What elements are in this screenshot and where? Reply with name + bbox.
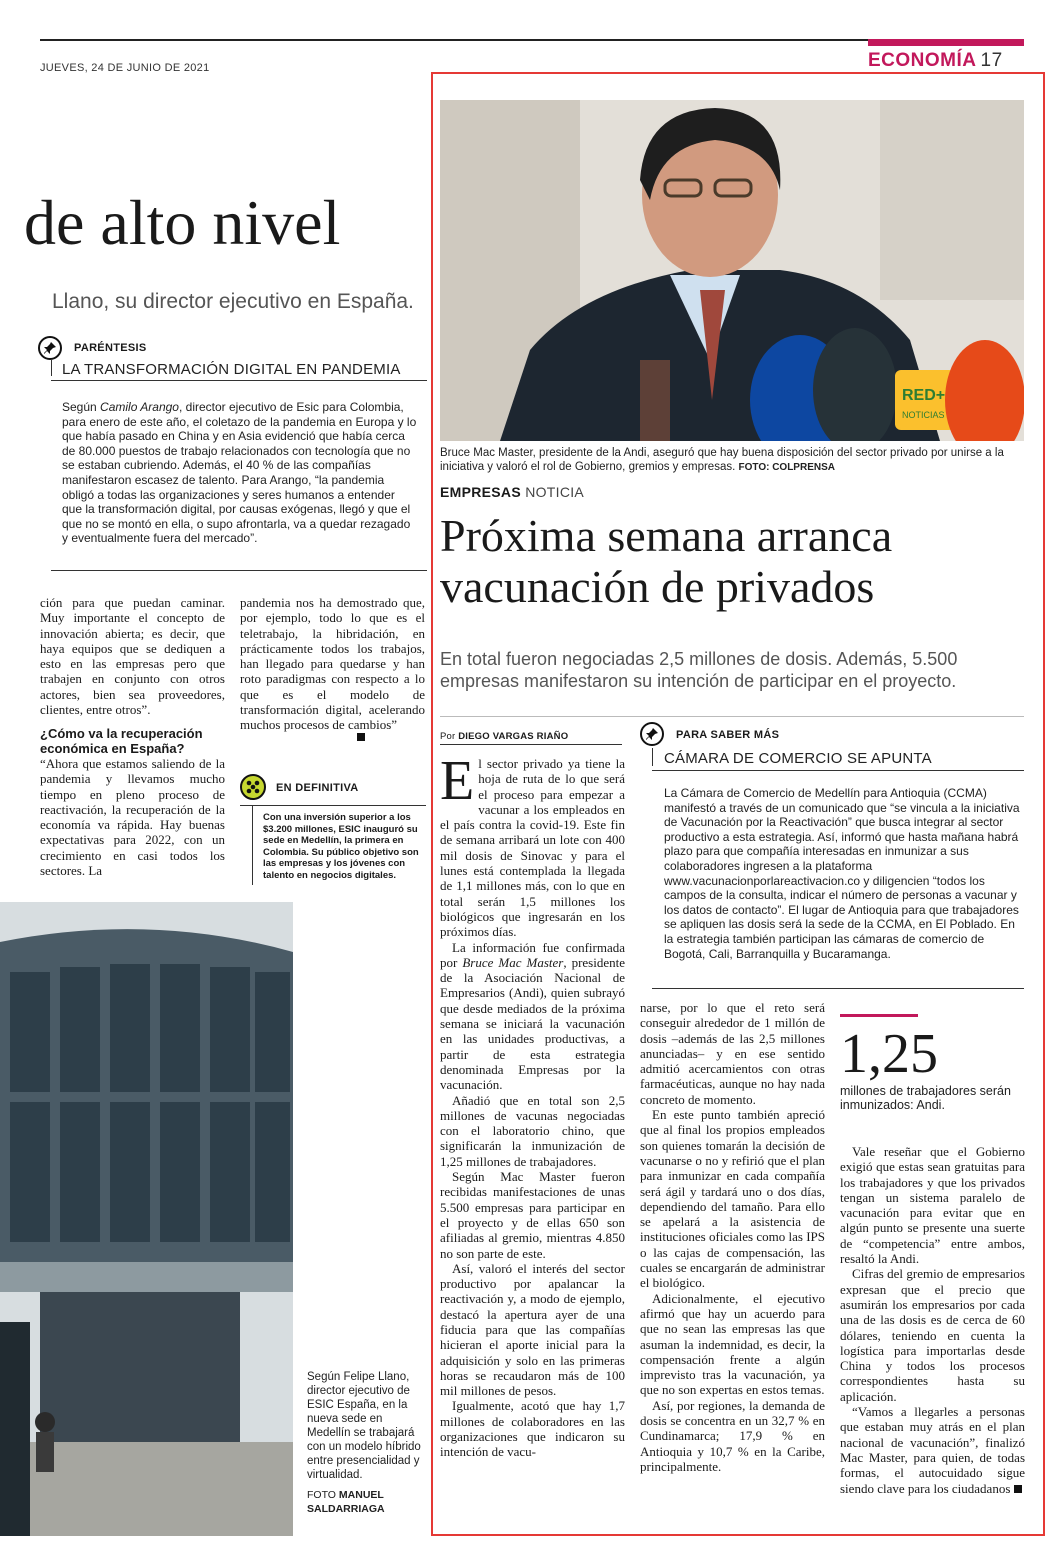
box-side-rule — [252, 805, 253, 885]
building-photo-caption: Según Felipe Llano, director ejecutivo de ESIC España, en la nueva sede en Medellín se trabajará con un modelo híbrido entre presencialidad y virtualidad. — [307, 1371, 421, 1481]
stat-text: millones de trabajadores serán inmunizados: Andi. — [840, 1084, 1011, 1112]
box-tick — [652, 748, 653, 766]
box-tick — [51, 360, 52, 376]
byline-rule — [440, 744, 622, 745]
parentesis-title: LA TRANSFORMACIÓN DIGITAL EN PANDEMIA — [62, 361, 401, 378]
para-saber-title: CÁMARA DE COMERCIO SE APUNTA — [664, 750, 932, 767]
pin-icon — [38, 336, 62, 360]
stat-accent-bar — [840, 1014, 918, 1017]
drop-cap: E — [440, 756, 475, 812]
left-col2-paragraph: pandemia nos ha demostrado que, por ejemplo, todo lo que es el teletrabajo, la hibridación, en prácticamente todos los trabajos, han llegado para quedarse y han roto paradigmas con respecto a lo que es el modelo de transformación digital, acelerando muchos procesos de cambios” — [240, 595, 425, 733]
box-rule — [51, 380, 427, 381]
press-photo-caption: Bruce Mac Master, presidente de la Andi, aseguró que hay buena disposición del sector privado por unirse a la iniciativa y valoró el rol de Gobierno, gremios y empresas. FOTO: COLPRENSA — [440, 447, 1004, 473]
parentesis-label: PARÉNTESIS — [74, 342, 147, 354]
main-col1: El sector privado ya tiene la hoja de ruta de lo que será el proceso para empezar a vacunar a los empleados en el país contra la covid-19. Este fin de semana arribará un lote con 400 mil dosis de Sinovac y para el lunes está contemplada la llegada de 1,1 millones más, con lo que en total serán 1,5 millones los biológicos que ingresarán en los próximos días. La información fue confirmada por Bruce Mac Master, presidente de la Asociación Nacional de Empresarios (Andi), quien subrayó que desde mediados de la próxima semana se iniciará la vacunación en las unidades productivas, a partir de esta estrategia denominada Empresas por la vacunación. Añadió que en total son 2,5 millones de vacunas negociadas con el laboratorio chino, que significarán la inmunización de 1,25 millones de trabajadores. Según Mac Master fueron recibidas manifestaciones de unas 5.500 empresas para participar en el proyecto y de ellas 650 son afiliadas al gremio, mientras 4.850 no son parte de este. Así, valoró el interés del sector productivo por apalancar la reactivación y, a modo de ejemplo, destacó la apertura ayer de una fiducia para que las compañías hicieran el aporte inicial para la adquisición y solo en las primeras horas se recaudaron más de 100 mil millones de pesos. Igualmente, acotó que hay 1,7 millones de colaboradores en las organizaciones que indicaron su intención de vacu- — [440, 756, 625, 1460]
mic-label: NOTICIAS — [902, 410, 945, 420]
parentesis-text: Según Camilo Arango, director ejecutivo de Esic para Colombia, para enero de este año, el coletazo de la pandemia en Europa y lo que había pasado en China y en Asia evidenció que había cerca de 80.000 puestos de trabajo relacionados con tecnología que no se estaban cubriendo. Además, el 40 % de las compañías manifestaron escasez de talento. Para Arango, “la pandemia obligó a todas las organizaciones y seres humanos a entender que la transformación digital, por causas exógenas, llegó y que el que no se montó en ella, o supo afrontarla, va a quedar rezagado y eventualmente fuera del mercado”. — [62, 400, 417, 546]
left-headline-fragment: de alto nivel — [24, 187, 341, 258]
left-col1-answer: “Ahora que estamos saliendo de la pandemia y llevamos mucho tiempo en pleno proceso de reactivación, la recuperación de la economía va rápida. Hay buenas expectativas para 2022, con un crecimiento en casi todos los sectores. La — [40, 756, 225, 879]
box-bottom-rule — [51, 570, 427, 571]
left-col1-question: ¿Cómo va la recuperación económica en España? — [40, 726, 203, 756]
main-deck: En total fueron negociadas 2,5 millones de dosis. Además, 5.500 empresas manifestaron su intención de participar en el proyecto. — [440, 649, 958, 691]
main-col2: narse, por lo que el reto será conseguir alrededor de 1 millón de dosis –además de las 2,5 millones anunciadas– y en ese sentido admitió acercamientos con otras farmacéuticas, aunque no hay nada concreto de momento. En este punto también apreció que al final los propios empleados son quienes tomarán la decisión de vacunarse o no y refirió que el plan para inmunizar en cada compañía será ágil y tardará uno o dos días, dependiendo del tamaño. Para ello se apelará a la asistencia de instituciones oficiales como las IPS o las cajas de compensación, las cuales se encargarán de administrar el biológico. Adicionalmente, el ejecutivo afirmó que hay un acuerdo para que no sean las empresas las que asuman la indemnidad, es decir, la compensación frente a algún imprevisto tras la vacunación, ya que no son expertas en estos temas. Así, por regiones, la demanda de dosis se concentra en un 32,7 % en Cundinamarca; 17,9 % en Antioquia y 10,7 % en la Caribe, principalmente. — [640, 1000, 825, 1474]
box-rule — [652, 770, 1024, 771]
end-mark — [1014, 1485, 1022, 1493]
kicker: EMPRESAS NOTICIA — [440, 484, 585, 500]
issue-date: JUEVES, 24 DE JUNIO DE 2021 — [40, 62, 210, 74]
deck-rule — [440, 716, 1024, 717]
para-saber-text: La Cámara de Comercio de Medellín para Antioquia (CCMA) manifestó a través de un comunicado que “se vincula a la iniciativa de Vacunación por la Reactivación” que busca integrar al sector productivo a esta estrategia. Así, informó que hasta mañana habrá plazo para que compañía interesadas en inmunizar a sus colaboradores ingresen a la plataforma www.vacunacionporlareactivacion.co y diligencien “todos los campos de la consulta, indicar el número de personas a vacunar y los datos de contacto”. El lugar de Antioquia para que trabajadores se apliquen las dosis será la sede de la CCMA, en El Poblado. En la estrategia también participan las cámaras de comercio de Bogotá, Cali, Barranquilla y Bucaramanga. — [664, 786, 1020, 961]
left-deck-fragment: Llano, su director ejecutivo en España. — [52, 290, 414, 313]
main-col3: Vale reseñar que el Gobierno exigió que estas sean gratuitas para los trabajadores y que los privados tengan un sistema paralelo de vacunación para evitar que en algún punto se presente una suerte de “competencia” entre ambos, resaltó la Andi. Cifras del gremio de empresarios expresan que el precio que asumirán los empresarios por cada una de las dosis es de cerca de 60 dólares, teniendo en cuenta la logística para importarlas desde China y todos los procesos correspondientes hasta su aplicación. “Vamos a llegarles a personas que estaban muy atrás en el plan nacional de vacunación”, finalizó Mac Master, para quien, de todas formas, el autocuidado sigue siendo clave para los ciudadanos — [840, 1144, 1025, 1496]
en-definitiva-label: EN DEFINITIVA — [276, 782, 359, 794]
press-photo — [440, 100, 1024, 441]
pin-icon — [640, 722, 664, 746]
main-headline: Próxima semana arranca vacunación de privados — [440, 510, 893, 612]
section-label — [868, 50, 1003, 72]
mic-label: RED+ — [902, 387, 946, 404]
section-name: ECONOMÍA — [868, 50, 977, 71]
para-saber-label: PARA SABER MÁS — [676, 729, 780, 741]
section-accent-bar — [868, 39, 1024, 46]
stat-value: 1,25 — [840, 1023, 938, 1085]
box-bottom-rule — [652, 988, 1024, 989]
dots-icon — [240, 774, 266, 800]
building-photo-credit: FOTO MANUEL SALDARRIAGA — [307, 1489, 385, 1515]
left-col1-paragraph: ción para que puedan caminar. Muy importante el concepto de innovación abierta; es decir, que haya equipos que se dediquen a esto en las empresas pero que trabajen en conjunto con otros actores, bien sea proveedores, clientes, entre otros”. — [40, 595, 225, 718]
box-rule — [240, 805, 426, 806]
en-definitiva-text: Con una inversión superior a los $3.200 millones, ESIC inauguró su sede en Medellín, la primera en Colombia. Su público objetivo son las empresas y los jóvenes con talento en negocios digitales. — [263, 812, 419, 881]
end-mark — [357, 733, 365, 741]
page-number: 17 — [980, 50, 1003, 71]
byline: Por DIEGO VARGAS RIAÑO — [440, 731, 569, 742]
building-photo — [0, 902, 293, 1536]
